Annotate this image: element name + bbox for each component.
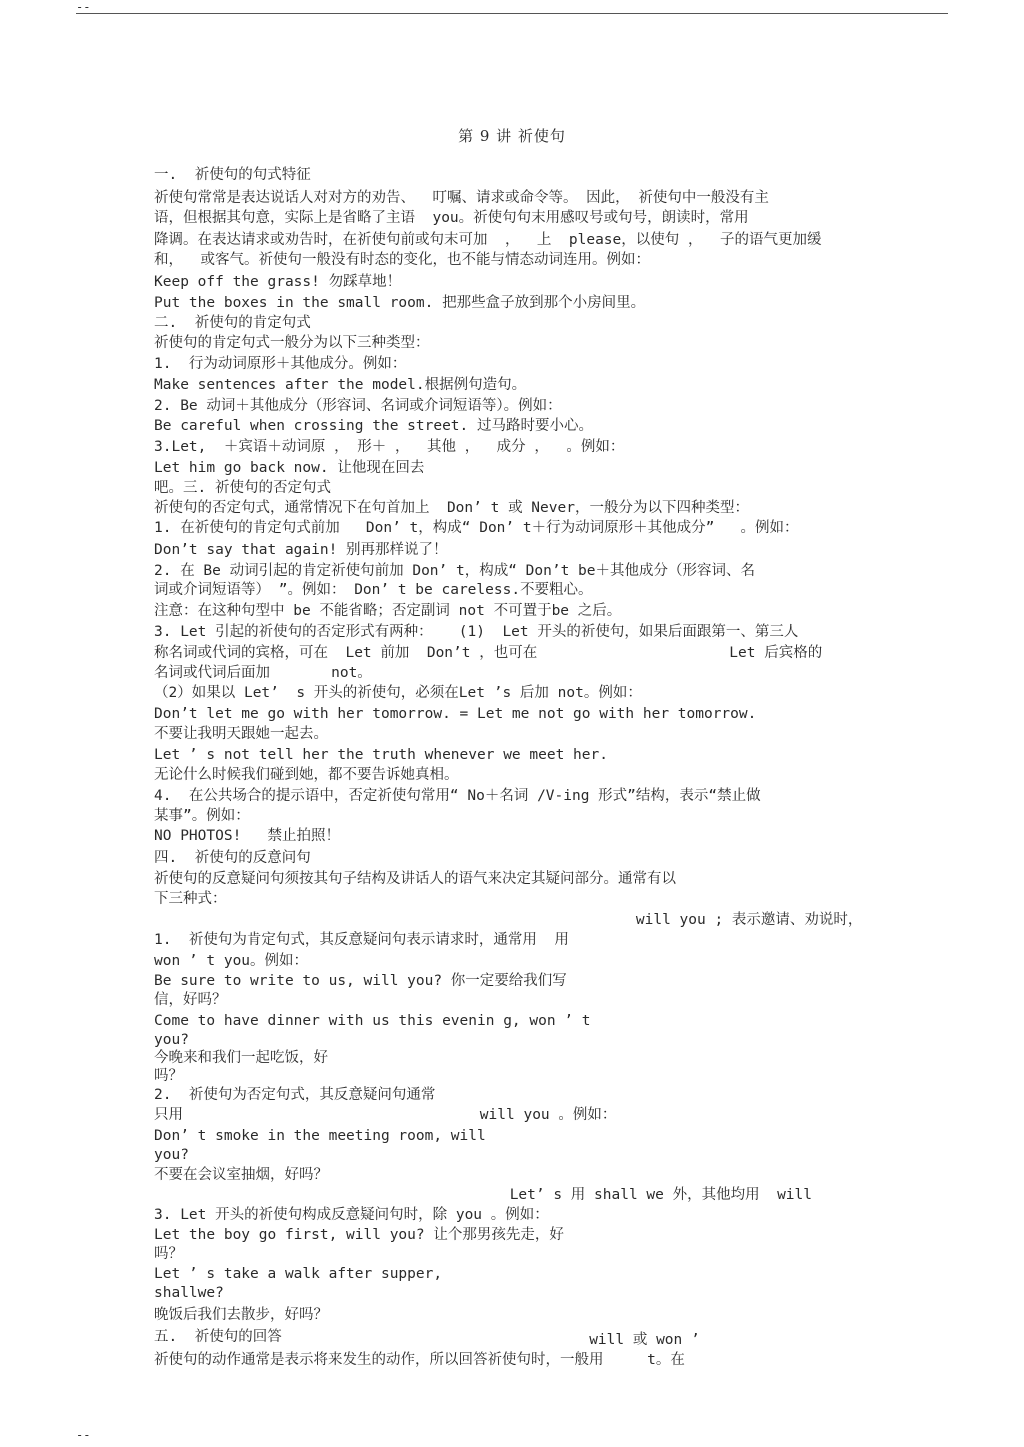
text-line: 祈使句常常是表达说话人对对方的劝告、 叮嘱、请求或命令等。 因此， 祈使句中一般没有主 (154, 190, 769, 206)
text-line: 降调。在表达请求或劝告时，在祈使句前或句末可加 ， 上 please，以使句 ， 子的语气更加缓 (154, 232, 822, 248)
example-line: Don’t let me go with her tomorrow. = Let me not go with her tomorrow. (154, 706, 757, 722)
example-line: 信，好吗？ (154, 992, 227, 1008)
example-line: Be sure to write to us, will you? 你一定要给我们写 (154, 973, 567, 989)
example-line: 吗？ (154, 1246, 183, 1262)
section-heading: 二. 祈使句的肯定句式 (154, 315, 311, 331)
text-line: 只用 will you 。例如： (154, 1107, 617, 1123)
example-line: NO PHOTOS! 禁止拍照！ (154, 828, 340, 844)
text-line: 祈使句的动作通常是表示将来发生的动作，所以回答祈使句时，一般用 t。在 (154, 1352, 685, 1368)
example-line: Let ’ s not tell her the truth whenever we meet her. (154, 747, 608, 763)
text-line: 1. 在祈使句的肯定句式前加 Don’ t，构成“ Don’ t＋行为动词原形＋其他成分” 。例如： (154, 520, 799, 536)
example-line: 吗？ (154, 1068, 183, 1084)
example-line: shallwe? (154, 1285, 224, 1301)
text-line: Let’ s 用 shall we 外，其他均用 will (274, 1187, 812, 1203)
example-line: 不要在会议室抽烟，好吗？ (154, 1167, 328, 1183)
example-line: 不要让我明天跟她一起去。 (154, 726, 328, 742)
text-line: 祈使句的肯定句式一般分为以下三种类型： (154, 335, 430, 351)
text-line: 3.Let, ＋宾语＋动词原 ， 形＋ ， 其他 ， 成分 ， 。例如： (154, 439, 625, 455)
section-heading: 四. 祈使句的反意问句 (154, 850, 311, 866)
text-line: 2. 在 Be 动词引起的肯定祈使句前加 Don’ t，构成“ Don’t be＋其他成分（形容词、名 (154, 563, 756, 579)
text-line: 某事”。例如： (154, 808, 250, 824)
example-line: Keep off the grass! 勿踩草地！ (154, 274, 402, 290)
text-line: 下三种式： (154, 891, 227, 907)
text-line: （2）如果以 Let’ s 开头的祈使句，必须在Let ’s 后加 not。例如： (154, 685, 642, 701)
example-line: 无论什么时候我们碰到她，都不要告诉她真相。 (154, 767, 459, 783)
example-line: Don’t say that again! 别再那样说了！ (154, 542, 448, 558)
example-line: Let him go back now. 让他现在回去 (154, 460, 425, 476)
text-line: 称名词或代词的宾格，可在 Let 前加 Don’t ，也可在 Let 后宾格的 (154, 645, 823, 661)
section-heading: 一. 祈使句的句式特征 (154, 167, 311, 183)
section-heading: 吧。三. 祈使句的否定句式 (154, 480, 331, 496)
text-line: 1. 行为动词原形＋其他成分。例如： (154, 356, 407, 372)
note-line: 注意：在这种句型中 be 不能省略；否定副词 not 不可置于be 之后。 (154, 603, 622, 619)
example-line: Let ’ s take a walk after supper, (154, 1266, 443, 1282)
example-line: Don’ t smoke in the meeting room, will (154, 1128, 486, 1144)
page-title: 第 9 讲 祈使句 (458, 127, 566, 145)
example-line: Put the boxes in the small room. 把那些盒子放到那个小房间里。 (154, 295, 646, 311)
text-line: 2. 祈使句为否定句式，其反意疑问句通常 (154, 1087, 436, 1103)
text-line: will 或 won ’ (240, 1332, 700, 1348)
text-line: 1. 祈使句为肯定句式，其反意疑问句表示请求时，通常用 用 (154, 932, 569, 948)
section-heading: 五. 祈使句的回答 (154, 1329, 282, 1345)
example-line: you? (154, 1032, 189, 1048)
example-line: Come to have dinner with us this evenin g, won ’ t (154, 1013, 591, 1029)
example-line: Make sentences after the model.根据例句造句。 (154, 377, 527, 393)
text-line: 4. 在公共场合的提示语中，否定祈使句常用“ No＋名词 /V-ing 形式”结构，表示“禁止做 (154, 788, 761, 804)
example-line: you? (154, 1147, 189, 1163)
text-line: will you ; 表示邀请、劝说时， (374, 912, 863, 928)
footer-mark: -- (76, 1428, 91, 1442)
example-line: Let the boy go first, will you? 让个那男孩先走，好 (154, 1227, 564, 1243)
text-line: 祈使句的反意疑问句须按其句子结构及讲话人的语气来决定其疑问部分。通常有以 (154, 871, 676, 887)
text-line: 3. Let 引起的祈使句的否定形式有两种： (1) Let 开头的祈使句，如果后面跟第一、第三人 (154, 624, 799, 640)
text-line: won ’ t you。例如： (154, 953, 309, 969)
example-line: 今晚来和我们一起吃饭，好 (154, 1050, 328, 1066)
text-line: 名词或代词后面加 not。 (154, 665, 372, 681)
text-line: 3. Let 开头的祈使句构成反意疑问句时，除 you 。例如： (154, 1207, 549, 1223)
example-line: Be careful when crossing the street. 过马路时要小心。 (154, 418, 593, 434)
header-mark: -- (76, 0, 91, 14)
text-line: 词或介词短语等） ”。例如： Don’ t be careless.不要粗心。 (154, 582, 593, 598)
example-line: 晚饭后我们去散步，好吗？ (154, 1307, 328, 1323)
text-line: 语，但根据其句意，实际上是省略了主语 you。祈使句句末用感叹号或句号，朗读时，常用 (154, 210, 749, 226)
header-rule (76, 13, 948, 14)
text-line: 和， 或客气。祈使句一般没有时态的变化，也不能与情态动词连用。例如： (154, 252, 650, 268)
text-line: 2. Be 动词＋其他成分（形容词、名词或介词短语等）。例如： (154, 398, 562, 414)
text-line: 祈使句的否定句式，通常情况下在句首加上 Don’ t 或 Never，一般分为以下四种类型： (154, 500, 749, 516)
